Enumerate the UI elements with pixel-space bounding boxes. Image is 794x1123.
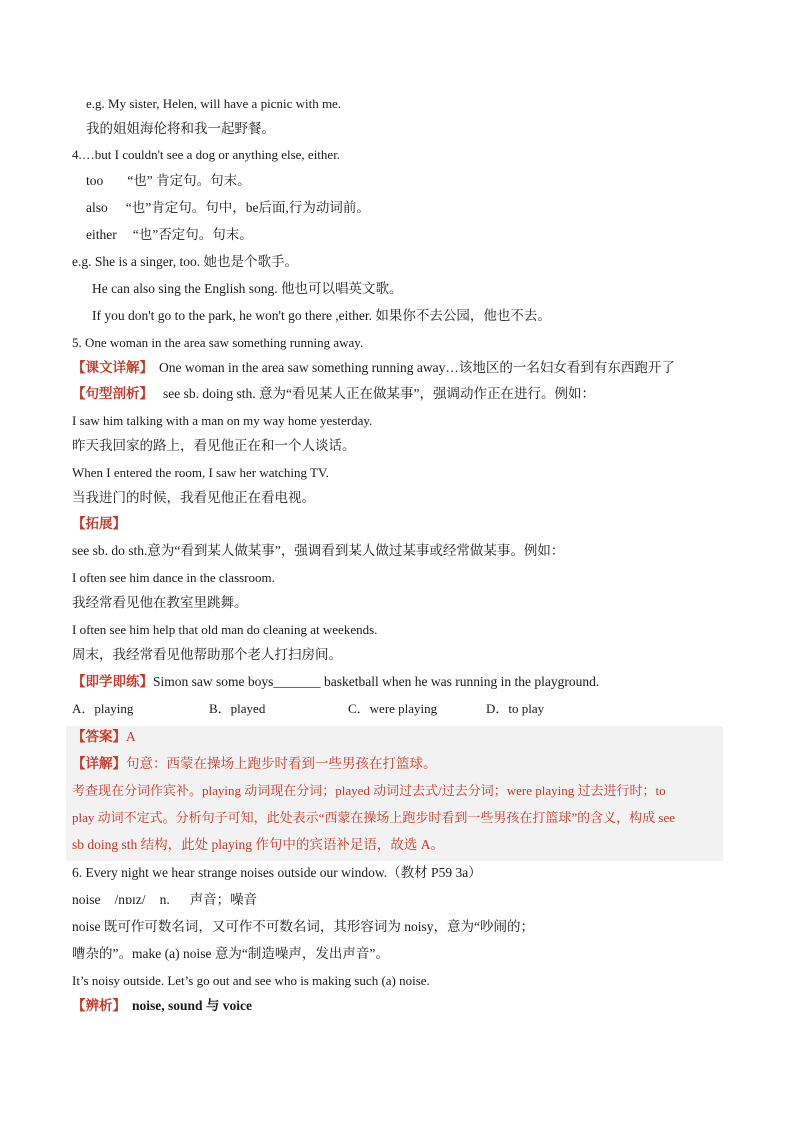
section-6-heading: 6. Every night we hear strange noises outside our window.（教材 P59 3a）: [72, 865, 482, 880]
option-c: C．were playing: [348, 701, 438, 716]
vocab-pos: n.: [159, 892, 170, 907]
label-analysis: 【辨析】: [72, 998, 126, 1013]
option-a: A．playing: [72, 701, 134, 716]
section-5-heading: 5. One woman in the area saw something running away.: [72, 335, 364, 350]
answer-row: [72, 729, 136, 745]
example-sentence-cn: 周末，我经常看见他帮助那个老人打扫房间。: [72, 647, 342, 662]
pattern-row: [72, 386, 595, 402]
example-sentence-cn: 当我进门的时候，我看见他正在看电视。: [72, 490, 315, 505]
expand-content: see sb. do sth.意为“看到某人做某事”，强调看到某人做过某事或经常做某事。例如：: [72, 543, 565, 558]
label-answer: 【答案】: [72, 729, 126, 744]
usage-word: too: [86, 173, 104, 188]
explain-row: [72, 756, 437, 772]
analysis-row: [72, 998, 252, 1014]
example-sentence: He can also sing the English song. 他也可以唱英文歌。: [92, 281, 403, 296]
pattern-content: see sb. doing sth. 意为“看见某人正在做某事”，强调动作正在进行。例如：: [163, 386, 595, 401]
vocab-meaning: 声音；噪音: [189, 892, 258, 907]
text-detail-row: [72, 360, 675, 376]
example-sentence: If you don't go to the park, he won't go there ,either. 如果你不去公园，他也不去。: [92, 308, 551, 323]
usage-row-either: [86, 227, 253, 243]
vocab-row: [72, 892, 257, 908]
example-sentence-en: It’s noisy outside. Let’s go out and see who is making such (a) noise.: [72, 973, 430, 988]
usage-desc: “也” 肯定句。句末。: [127, 173, 251, 188]
label-pattern-analysis: 【句型剖析】: [72, 386, 153, 401]
label-practice: 【即学即练】: [72, 674, 153, 689]
explain-line-3: play 动词不定式。分析句子可知，此处表示“西蒙在操场上跑步时看到一些男孩在打篮球”的含义，构成 see: [72, 810, 676, 825]
usage-row-also: [86, 200, 370, 216]
example-sentence: e.g. She is a singer, too. 她也是个歌手。: [72, 254, 298, 269]
example-sentence-en: I often see him help that old man do cleaning at weekends.: [72, 622, 378, 637]
example-sentence-en: e.g. My sister, Helen, will have a picnic with me.: [86, 96, 342, 111]
vocab-word: noise: [72, 892, 101, 907]
option-b: B．played: [209, 701, 266, 716]
practice-question: Simon saw some boys_______ basketball when he was running in the playground.: [153, 674, 600, 689]
text-detail-content: One woman in the area saw something running away…该地区的一名妇女看到有东西跑开了: [159, 360, 675, 375]
usage-word: also: [86, 200, 108, 215]
usage-row-too: [86, 173, 251, 189]
example-sentence-en: When I entered the room, I saw her watching TV.: [72, 465, 329, 480]
practice-row: [72, 674, 599, 690]
label-expand-text: 【拓展】: [72, 516, 126, 531]
label-expand: [72, 516, 126, 532]
label-explain: 【详解】: [72, 756, 126, 771]
example-sentence-en: I often see him dance in the classroom.: [72, 570, 275, 585]
explain-line-2: 考查现在分词作宾补。playing 动词现在分词；played 动词过去式/过去分词；were playing 过去进行时；to: [72, 783, 666, 798]
label-text-detail: 【课文详解】: [72, 360, 153, 375]
explain-line-4: sb doing sth 结构，此处 playing 作句中的宾语补足语，故选 A。: [72, 837, 445, 852]
example-sentence-cn: 我经常看见他在教室里跳舞。: [72, 595, 248, 610]
analysis-content: noise, sound 与 voice: [132, 998, 253, 1013]
section-4-heading: 4.…but I couldn't see a dog or anything else, either.: [72, 147, 341, 162]
vocab-ipa: /nɒɪz/: [114, 892, 146, 907]
vocab-desc-1: noise 既可作可数名词，又可作不可数名词，其形容词为 noisy，意为“吵闹的；: [72, 919, 534, 934]
option-d: D．to play: [486, 701, 545, 716]
example-sentence-cn: 我的姐姐海伦将和我一起野餐。: [86, 121, 275, 136]
example-sentence-cn: 昨天我回家的路上，看见他正在和一个人谈话。: [72, 438, 356, 453]
usage-desc: “也”否定句。句末。: [132, 227, 253, 242]
usage-desc: “也”肯定句。句中，be后面,行为动词前。: [125, 200, 370, 215]
explain-line-1: 句意：西蒙在操场上跑步时看到一些男孩在打篮球。: [126, 756, 437, 771]
usage-word: either: [86, 227, 117, 242]
answer-value: A: [126, 729, 136, 744]
example-sentence-en: I saw him talking with a man on my way home yesterday.: [72, 413, 373, 428]
vocab-desc-2: 嘈杂的”。make (a) noise 意为“制造噪声，发出声音”。: [72, 946, 389, 961]
